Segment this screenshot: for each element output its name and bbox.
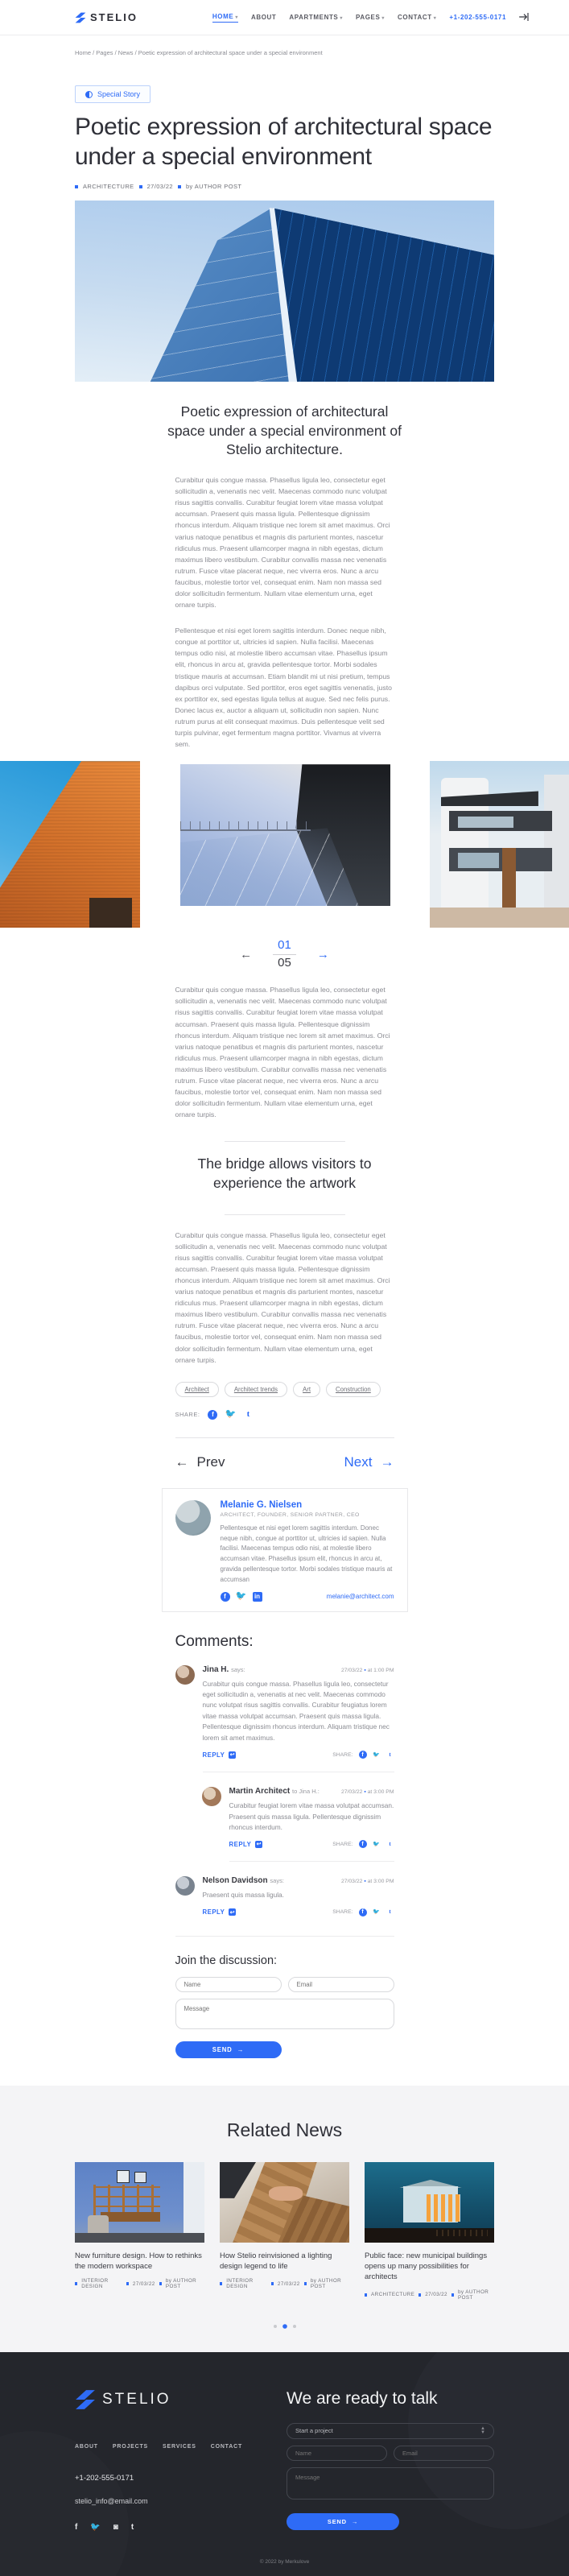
related-card-meta: INTERIOR DESIGN 27/03/22 by AUTHOR POST	[220, 2278, 349, 2289]
message-field[interactable]	[287, 2467, 494, 2500]
hero-image	[75, 201, 494, 382]
footer-nav-contact[interactable]: CONTACT	[210, 2443, 243, 2450]
footer-nav-about[interactable]: ABOUT	[75, 2443, 98, 2450]
share-label: SHARE:	[175, 1411, 200, 1419]
meta-date: 27/03/22	[146, 183, 173, 191]
twitter-icon[interactable]: 🐦	[373, 1909, 380, 1916]
divider	[225, 1141, 345, 1142]
next-post-link[interactable]: Next →	[344, 1453, 394, 1470]
reply-button[interactable]: REPLY ↩	[202, 1908, 235, 1916]
tumblr-icon[interactable]: t	[389, 1840, 391, 1847]
arrow-right-icon: →	[237, 2045, 245, 2053]
facebook-icon[interactable]: f	[359, 1840, 367, 1848]
badge-label: Special Story	[97, 90, 141, 98]
facebook-icon[interactable]: f	[359, 1908, 367, 1916]
carousel-pager	[0, 939, 569, 970]
related-card-title[interactable]: How Stelio reinvisioned a lighting design legend to life	[220, 2251, 332, 2272]
facebook-icon[interactable]: f	[75, 2522, 78, 2532]
author-card	[162, 1488, 408, 1612]
carousel-next-arrow[interactable]: →	[316, 947, 329, 961]
nav-item-pages[interactable]: PAGES ▾	[356, 14, 386, 21]
arrow-right-icon: →	[351, 2517, 359, 2525]
tumblr-icon[interactable]: t	[389, 1908, 391, 1916]
tumblr-icon[interactable]: t	[246, 1409, 250, 1420]
related-card-image	[220, 2162, 349, 2243]
carousel-image-current[interactable]	[180, 764, 390, 906]
footer-email[interactable]: stelio_info@email.com	[75, 2496, 148, 2505]
share-label: SHARE:	[332, 1751, 353, 1758]
article-paragraph: Pellentesque et nisi eget lorem sagittis interdum. Donec neque nibh, congue at porttitor ut, ultricies id sapien. Nulla facilisi. Maecenas tempus odio nisi, at molestie libero accumsan vitae. Phasellus ipsum elit, rhoncus in arcu at, gravida pellentesque tortor. Morbi sodales tristique mauris at accumsan. Etiam blandit mi ut nisi pretium, tempus dapibus orci vulputate. Sed porttitor, eros eget sagittis venenatis, justo ex porttitor ex, sed egestas ligula tellus at augue. Sed nec felis purus. Donec lacus ex, auctor a aliquam ut, sollicitudin non sapien. Nunc rutrum purus at elit consequat maximus. Duis pellentesque velit sed turpis pulvinar, eget fermentum magna porttitor. Vivamus at viverra sem.	[175, 626, 392, 749]
prev-post-link[interactable]: ← Prev	[175, 1453, 225, 1470]
carousel-total: 05	[278, 955, 291, 970]
author-role: ARCHITECT, FOUNDER, SENIOR PARTNER, CEO	[220, 1511, 360, 1518]
post-navigation	[175, 1437, 394, 1470]
email-field[interactable]	[288, 1977, 394, 1992]
linkedin-icon[interactable]: in	[253, 1592, 262, 1602]
comment-item	[175, 1665, 394, 1773]
facebook-icon[interactable]: f	[208, 1410, 217, 1420]
footer-nav-services[interactable]: SERVICES	[163, 2443, 196, 2450]
nav-item-apartments[interactable]: APARTMENTS ▾	[289, 14, 343, 21]
carousel-image-next[interactable]	[430, 761, 569, 928]
author-avatar	[175, 1500, 211, 1536]
comment-text: Curabitur quis congue massa. Phasellus ligula leo, consectetur eget sollicitudin a, venenatis at nec velit. Maecenas commodo nunc volutpat risus sagittis convallis. Curabitur feugiatus lorem vitae massa volutpat accumsan. Praesent quis massa ligula. Pellentesque dignissim rhoncus interdum. Aliquam tristique nec lorem sit amet maximus.	[202, 1679, 390, 1742]
header	[0, 0, 569, 35]
meta-author[interactable]: by AUTHOR POST	[185, 183, 242, 191]
footer-social	[75, 2523, 252, 2532]
instagram-icon[interactable]: ◙	[113, 2522, 118, 2532]
twitter-icon[interactable]: 🐦	[235, 1591, 247, 1601]
email-field[interactable]	[394, 2446, 494, 2461]
comment-form	[175, 1936, 394, 2058]
carousel-dot[interactable]	[274, 2325, 277, 2328]
stelio-s-icon	[75, 12, 86, 23]
author-email-link[interactable]: melanie@architect.com	[326, 1593, 394, 1600]
main-nav	[212, 10, 529, 25]
related-card-meta: ARCHITECTURE 27/03/22 by AUTHOR POST	[365, 2289, 494, 2301]
bullet-square-icon	[75, 185, 78, 188]
nav-item-home[interactable]: HOME ▾	[212, 13, 238, 23]
commenter-name[interactable]: Martin Architect to Jina H.:	[229, 1787, 320, 1797]
author-bio: Pellentesque et nisi eget lorem sagittis interdum. Donec neque nibh, congue at porttitor ut, ultricies id sapien. Nulla facilisi. Maecenas tempus odio nisi, at molestie libero accumsan vitae. Phasellus ipsum elit, rhoncus in arcu at, gravida pellentesque tortor. Morbi sodales tristique mauris at accumsan	[220, 1524, 393, 1583]
footer-phone[interactable]: +1-202-555-0171	[75, 2473, 134, 2483]
brand-name: STELIO	[102, 2390, 171, 2408]
article-paragraph: Curabitur quis congue massa. Phasellus ligula leo, consectetur eget sollicitudin a, venenatis nec velit. Maecenas commodo nunc volutpat risus sagittis convallis. Curabitur feugiat lorem vitae massa volutpat accumsan. Praesent quis massa ligula. Pellentesque dignissim rhoncus interdum. Aliquam tristique nec lorem sit amet maximus. Orci varius natoque penatibus et magnis dis parturient montes, nascetur ridiculus mus. Praesent ullamcorper magna in nibh egestas, dictum maximus libero vestibulum. Curabitur convallis massa nec venenatis rutrum. Fusce vitae placerat neque, nec viverra eros. Nunc a arcu faucibus, molestie tortor vel, consequat enim. Nam non massa sed dolor sollicitudin fermentum. Nullam vitae elementum urna, eget ornare turpis.	[175, 1230, 390, 1364]
twitter-icon[interactable]: 🐦	[90, 2522, 101, 2532]
comment-text: Praesent quis massa ligula.	[202, 1891, 284, 1900]
name-field[interactable]	[175, 1977, 282, 1992]
comments-heading: Comments:	[175, 1632, 254, 1650]
tag-list	[175, 1382, 394, 1397]
stelio-s-icon	[75, 2389, 96, 2410]
reply-icon: ↩	[256, 1842, 262, 1848]
comment-date: 27/03/22 ▪ at 3:00 PM	[340, 1789, 394, 1796]
sidebar-toggle-icon[interactable]	[519, 10, 529, 25]
bullet-square-icon	[178, 185, 181, 188]
facebook-icon[interactable]: f	[221, 1592, 230, 1602]
related-carousel-dots	[75, 2325, 494, 2328]
footer	[0, 2352, 569, 2576]
related-card-title[interactable]: New furniture design. How to rethinks the modern workspace	[75, 2251, 202, 2272]
facebook-icon[interactable]: f	[359, 1751, 367, 1759]
related-news-section	[0, 2086, 569, 2352]
tumblr-icon[interactable]: t	[130, 2522, 134, 2532]
related-card-meta: INTERIOR DESIGN 27/03/22 by AUTHOR POST	[75, 2278, 204, 2289]
tag-art[interactable]: Art	[293, 1382, 320, 1397]
comment-date: 27/03/22 ▪ at 3:00 PM	[340, 1879, 394, 1885]
select-chevrons-icon: ▲ ▼	[480, 2425, 485, 2435]
tumblr-icon[interactable]: t	[389, 1751, 391, 1758]
name-field[interactable]	[287, 2446, 387, 2461]
twitter-icon[interactable]: 🐦	[373, 1751, 380, 1758]
comment-item-reply	[202, 1787, 394, 1862]
carousel-prev-arrow[interactable]: ←	[240, 947, 253, 961]
related-card[interactable]	[75, 2162, 204, 2301]
meta-category[interactable]: ARCHITECTURE	[83, 183, 134, 191]
footer-heading: We are ready to talk	[287, 2388, 438, 2408]
header-phone-link[interactable]: +1-202-555-0171	[449, 14, 506, 21]
article-subheading: Poetic expression of architectural space under a special environment of Stelio architecture.	[167, 403, 402, 458]
commenter-name[interactable]: Nelson Davidson says:	[202, 1876, 284, 1886]
related-news-heading: Related News	[226, 2119, 343, 2140]
carousel-current: 01	[273, 939, 296, 955]
share-label: SHARE:	[332, 1841, 353, 1847]
related-card[interactable]	[220, 2162, 349, 2301]
carousel-image-prev[interactable]	[0, 761, 140, 928]
commenter-avatar	[202, 1787, 221, 1806]
brand-name: STELIO	[90, 11, 138, 23]
comments-section	[175, 1633, 394, 1916]
reply-icon: ↩	[229, 1909, 235, 1916]
commenter-avatar	[175, 1665, 195, 1685]
comment-date: 27/03/22 ▪ at 1:00 PM	[340, 1667, 394, 1673]
footer-logo[interactable]	[75, 2389, 252, 2410]
carousel-dot-active[interactable]	[282, 2324, 287, 2329]
arrow-left-icon: ←	[175, 1453, 189, 1470]
header-logo[interactable]	[75, 11, 138, 23]
reply-button[interactable]: REPLY ↩	[229, 1840, 262, 1848]
special-story-badge[interactable]	[75, 85, 150, 103]
tag-construction[interactable]: Construction	[326, 1382, 381, 1397]
related-card-image	[365, 2162, 494, 2243]
commenter-name[interactable]: Jina H. says:	[202, 1664, 245, 1674]
comment-form-heading: Join the discussion:	[175, 1954, 278, 1967]
send-button[interactable]: SEND →	[175, 2041, 282, 2058]
related-card-title[interactable]: Public face: new municipal buildings opens up many possibilities for architects	[365, 2251, 488, 2282]
share-row	[175, 1410, 394, 1420]
divider	[229, 1861, 394, 1862]
chevron-down-icon: ▾	[433, 16, 437, 21]
image-carousel	[0, 761, 569, 928]
chevron-down-icon: ▾	[381, 16, 386, 21]
carousel-counter	[273, 939, 296, 970]
copyright: © 2022 by Merkulove	[259, 2558, 310, 2565]
share-label: SHARE:	[332, 1909, 353, 1916]
footer-nav-projects[interactable]: PROJECTS	[112, 2443, 149, 2450]
divider	[225, 1214, 345, 1215]
page-title: Poetic expression of architectural space under a special environment	[75, 114, 493, 170]
reply-icon: ↩	[229, 1752, 235, 1759]
article-paragraph: Curabitur quis congue massa. Phasellus ligula leo, consectetur eget sollicitudin a, venenatis nec velit. Maecenas commodo nunc volutpat risus sagittis convallis. Curabitur feugiat lorem vitae massa volutpat accumsan. Praesent quis massa ligula. Pellentesque dignissim rhoncus interdum. Aliquam tristique nec lorem sit amet maximus. Orci varius natoque penatibus et magnis dis parturient montes, nascetur ridiculus mus. Praesent ullamcorper magna in nibh egestas, dictum maximus libero vestibulum. Curabitur convallis massa nec venenatis rutrum. Fusce vitae placerat neque, nec viverra eros. Nunc a arcu faucibus, molestie tortor vel, consequat enim. Nam non massa sed dolor sollicitudin fermentum. Nullam vitae elementum urna, eget ornare turpis.	[175, 986, 390, 1119]
story-circle-icon	[85, 91, 93, 98]
related-card[interactable]	[365, 2162, 494, 2301]
reply-button[interactable]: REPLY ↩	[202, 1751, 235, 1759]
comment-text: Curabitur feugiat lorem vitae massa volutpat accumsan. Praesent quis massa ligula. Pellentesque dignissim rhoncus interdum.	[229, 1801, 394, 1831]
bullet-square-icon	[139, 185, 142, 188]
chevron-down-icon: ▾	[340, 16, 343, 21]
tag-architect-trends[interactable]: Architect trends	[225, 1382, 287, 1397]
carousel-dot[interactable]	[293, 2325, 296, 2328]
tag-architect[interactable]: Architect	[175, 1382, 219, 1397]
commenter-avatar	[175, 1876, 195, 1896]
nav-item-about[interactable]: ABOUT	[250, 14, 277, 21]
author-name[interactable]: Melanie G. Nielsen	[220, 1499, 303, 1510]
message-field[interactable]	[175, 1999, 394, 2029]
related-card-image	[75, 2162, 204, 2243]
project-select[interactable]: Start a project ▲ ▼	[287, 2423, 494, 2439]
arrow-right-icon: →	[380, 1453, 394, 1470]
send-button[interactable]: SEND →	[287, 2513, 399, 2530]
article-meta	[75, 183, 494, 190]
twitter-icon[interactable]: 🐦	[373, 1841, 380, 1847]
comment-item	[175, 1876, 394, 1916]
nav-item-contact[interactable]: CONTACT ▾	[398, 14, 437, 21]
chevron-down-icon: ▾	[235, 14, 238, 20]
footer-nav	[75, 2444, 252, 2450]
article-quote-heading: The bridge allows visitors to experience the artwork	[197, 1156, 372, 1191]
article-paragraph: Curabitur quis congue massa. Phasellus ligula leo, consectetur eget sollicitudin a, venenatis nec velit. Maecenas commodo nunc volutpat risus sagittis convallis. Curabitur feugiat lorem vitae massa volutpat accumsan. Praesent quis massa ligula. Pellentesque dignissim rhoncus interdum. Aliquam tristique nec lorem sit amet maximus. Orci varius natoque penatibus et magnis dis parturient montes, nascetur ridiculus mus. Praesent ullamcorper magna in nibh egestas, dictum maximus libero vestibulum. Curabitur convallis massa nec venenatis rutrum. Fusce vitae placerat neque, nec viverra eros. Nunc a arcu faucibus, molestie tortor vel, consequat enim. Nam non massa sed dolor sollicitudin fermentum. Nullam vitae elementum urna, eget ornare turpis.	[175, 476, 390, 610]
breadcrumb[interactable]: Home / Pages / News / Poetic expression of architectural space under a special environment	[75, 49, 323, 56]
twitter-icon[interactable]: 🐦	[225, 1409, 237, 1420]
